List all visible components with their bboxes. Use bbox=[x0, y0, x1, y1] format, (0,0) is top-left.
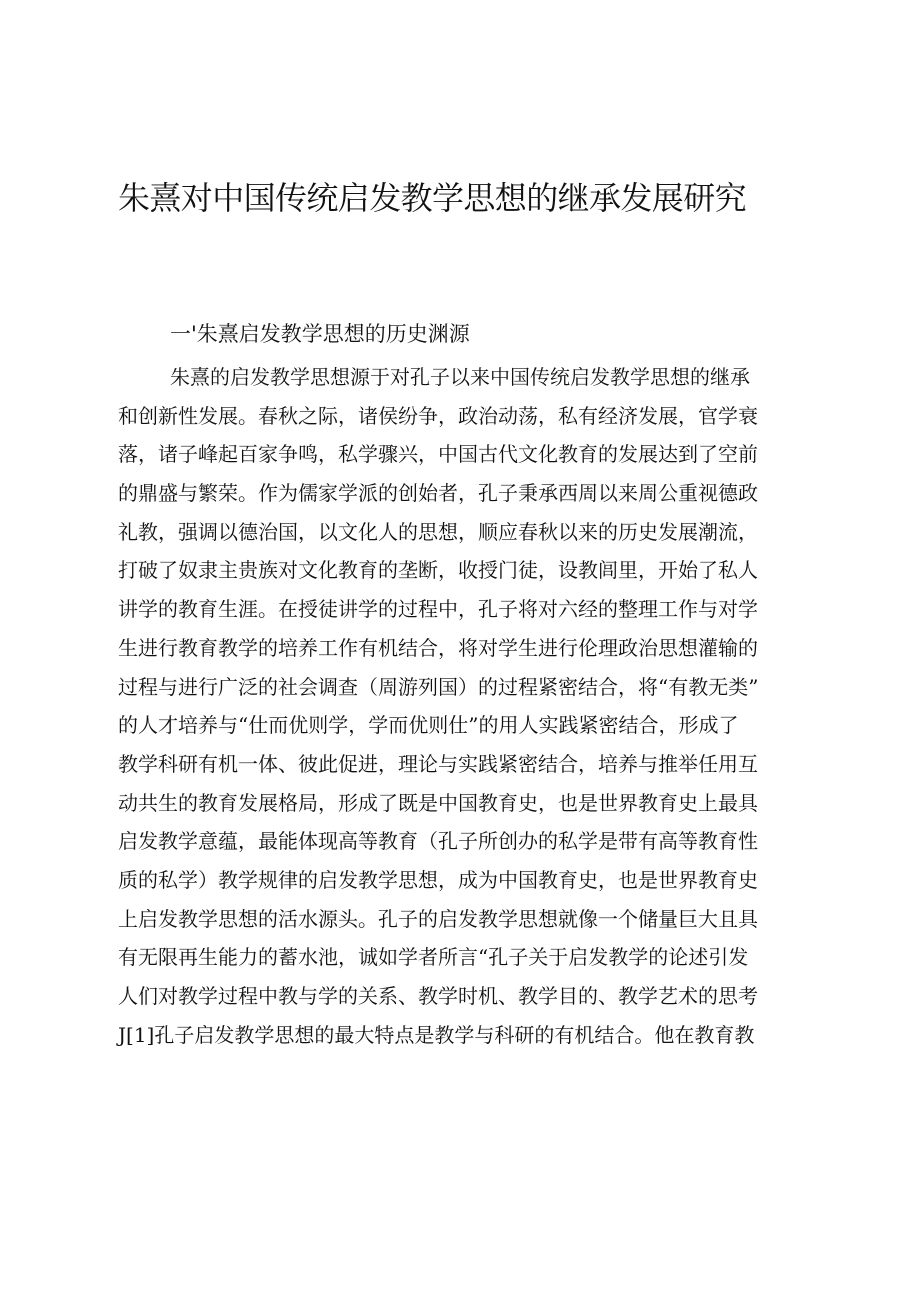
paragraph-line: 讲学的教育生涯。在授徒讲学的过程中，孔子将对六经的整理工作与对学 bbox=[118, 597, 758, 622]
paragraph-line: 朱熹的启发教学思想源于对孔子以来中国传统启发教学思想的继承 bbox=[170, 365, 750, 389]
paragraph-line: 和创新性发展。春秋之际，诸侯纷争，政治动荡，私有经济发展，官学衰 bbox=[118, 403, 758, 428]
section-heading: 一'朱熹启发教学思想的历史渊源 bbox=[170, 322, 470, 346]
paragraph-line: 生进行教育教学的培养工作有机结合，将对学生进行伦理政治思想灌输的 bbox=[118, 635, 758, 660]
paragraph-line: 打破了奴隶主贵族对文化教育的垄断，收授门徒，设教闾里，开始了私人 bbox=[118, 558, 758, 583]
paragraph-line: 教学科研有机一体、彼此促进，理论与实践紧密结合，培养与推举任用互 bbox=[118, 751, 758, 776]
body-paragraph bbox=[118, 358, 818, 1054]
paragraph-line: 质的私学）教学规律的启发教学思想，成为中国教育史，也是世界教育史 bbox=[118, 867, 758, 892]
paragraph-line: 的鼎盛与繁荣。作为儒家学派的创始者，孔子秉承西周以来周公重视德政 bbox=[118, 481, 758, 506]
paragraph-line: 礼教，强调以德治国，以文化人的思想，顺应春秋以来的历史发展潮流， bbox=[118, 519, 758, 544]
paragraph-line: 动共生的教育发展格局，形成了既是中国教育史，也是世界教育史上最具 bbox=[118, 790, 758, 815]
paragraph-line: 有无限再生能力的蓄水池，诚如学者所言“孔子关于启发教学的论述引发 bbox=[118, 945, 749, 970]
paragraph-line: 过程与进行广泛的社会调查（周游列国）的过程紧密结合，将“有教无类” bbox=[118, 674, 759, 699]
paragraph-line: 的人才培养与“仕而优则学，学而优则仕”的用人实践紧密结合，形成了 bbox=[118, 713, 739, 738]
paragraph-line: 启发教学意蕴，最能体现高等教育（孔子所创办的私学是带有高等教育性 bbox=[118, 829, 758, 854]
paragraph-line: 上启发教学思想的活水源头。孔子的启发教学思想就像一个储量巨大且具 bbox=[118, 906, 758, 931]
paragraph-line: 人们对教学过程中教与学的关系、教学时机、教学目的、教学艺术的思考 bbox=[118, 984, 758, 1008]
document-title: 朱熹对中国传统启发教学思想的继承发展研究 bbox=[118, 179, 747, 217]
paragraph-line: J[1]孔子启发教学思想的最大特点是教学与科研的有机结合。他在教育教 bbox=[118, 1022, 755, 1047]
paragraph-line: 落，诸子峰起百家争鸣，私学骤兴，中国古代文化教育的发展达到了空前 bbox=[118, 442, 758, 467]
